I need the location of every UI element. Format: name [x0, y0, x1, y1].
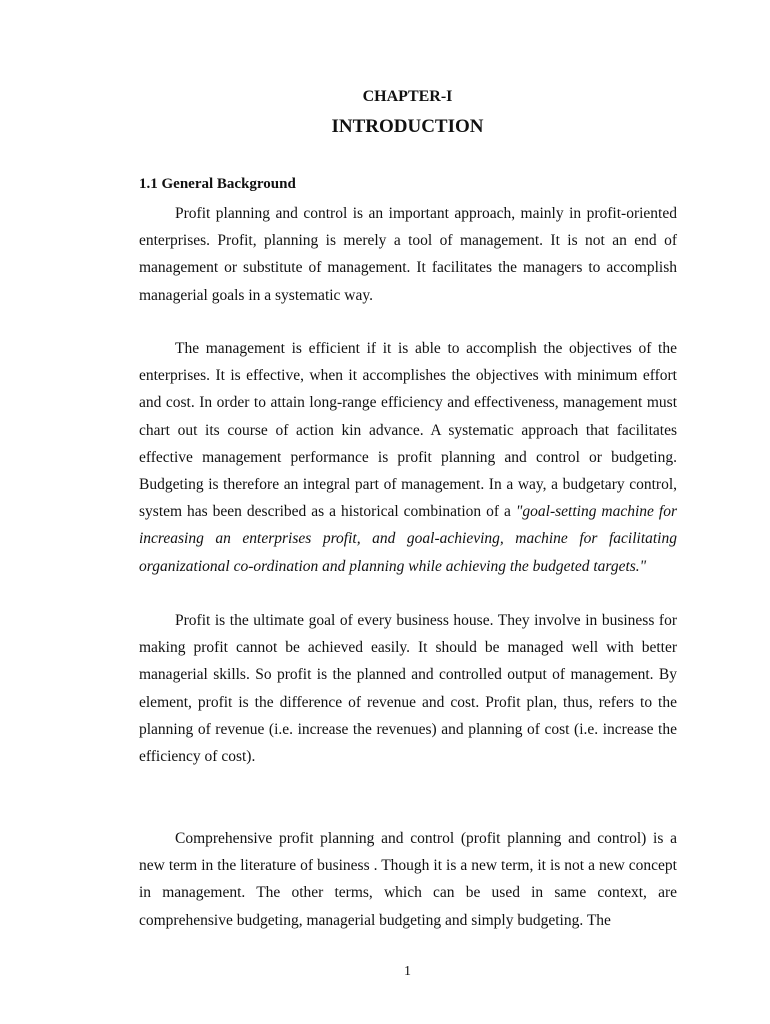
paragraph-3: Profit is the ultimate goal of every business house. They involve in business for making profit cannot be achieved easily. It should be managed well with better managerial skills. So profit is the planned and controlled output of management. By element, profit is the difference of revenue and cost. Profit plan, thus, refers to the planning of revenue (i.e. increase the revenues) and planning of cost (i.e. increase the efficiency of cost).	[139, 612, 677, 766]
paragraph-2-quote: "goal-setting machine for increasing an enterprises profit, and goal-achieving, machine for facilitating organizational co-ordination and planning while achieving the budgeted targets."	[139, 503, 677, 575]
paragraph-2-text: The management is efficient if it is able to accomplish the objectives of the enterprises. It is effective, when it accomplishes the objectives with minimum effort and cost. In order to attain long-range efficiency and effectiveness, management must chart out its course of action kin advance. A systematic approach that facilitates effective management performance is profit planning and control or budgeting. Budgeting is therefore an integral part of management. In a way, a budgetary control, system has been described as a historical combination of a	[139, 340, 677, 521]
chapter-label: CHAPTER-I	[362, 88, 453, 105]
page-number: 1	[404, 964, 411, 979]
paragraph-1: Profit planning and control is an important approach, mainly in profit-oriented enterprises. Profit, planning is merely a tool of management. It is not an end of management or substitute of management. It facilitates the managers to accomplish managerial goals in a systematic way.	[139, 205, 677, 304]
paragraph-2	[139, 335, 677, 580]
paragraph-4: Comprehensive profit planning and control (profit planning and control) is a new term in the literature of business . Though it is a new term, it is not a new concept in management. The other terms, which can be used in same context, are comprehensive budgeting, managerial budgeting and simply budgeting. The	[139, 830, 677, 929]
section-heading: 1.1 General Background	[139, 176, 296, 192]
chapter-title: INTRODUCTION	[331, 116, 484, 137]
